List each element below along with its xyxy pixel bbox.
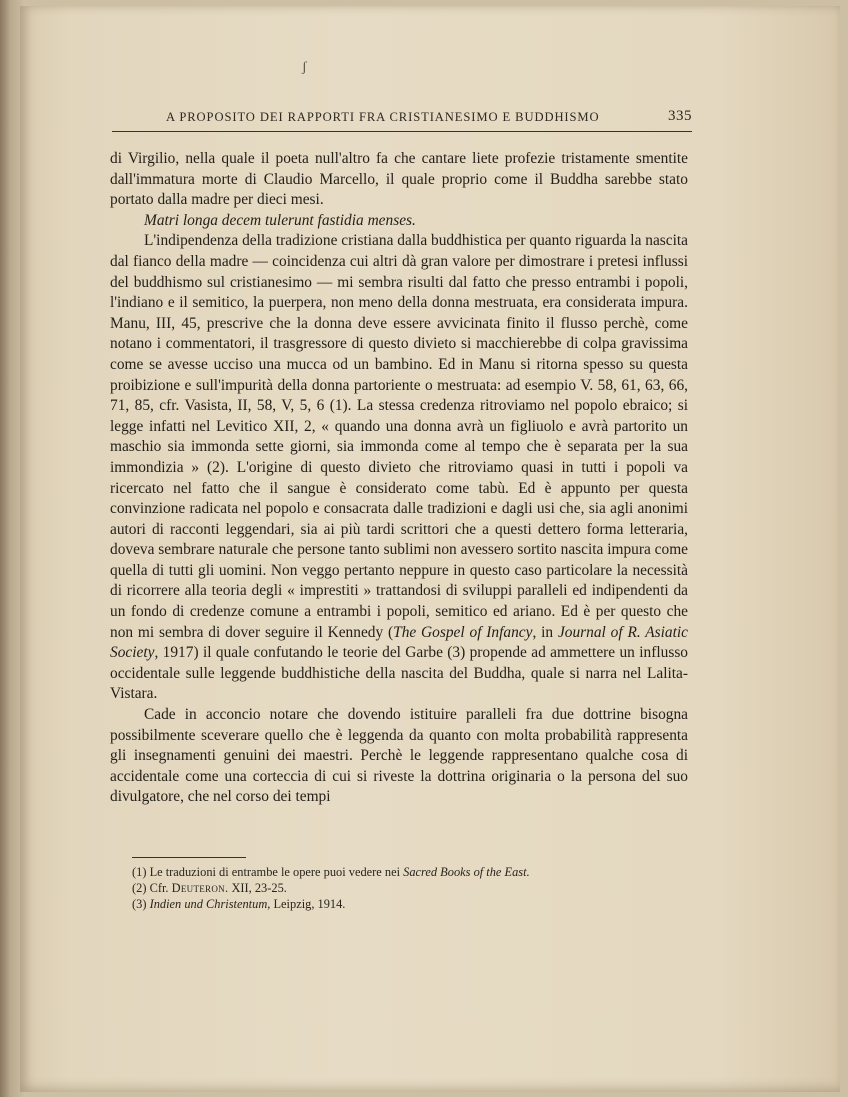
- page-number: 335: [668, 108, 692, 124]
- footnote-text: Le traduzioni di entrambe le opere puoi vedere nei: [149, 865, 401, 879]
- footnote-1: [132, 865, 672, 881]
- journal-title: Journal of R. Asiatic Society: [110, 623, 688, 662]
- footnote-rule: [132, 857, 246, 858]
- footnote-text: Leipzig, 1914.: [273, 896, 346, 911]
- paragraph-independence: [110, 231, 688, 705]
- running-head: [166, 110, 692, 125]
- latin-quote: [110, 211, 688, 232]
- footnotes: [132, 865, 672, 912]
- paragraph-continuation: di Virgilio, nella quale il poeta null'altro fa che cantare liete profezie tristamente smentite dall'immatura morte di Claudio Marcello, il quale proprio come il Buddha sarebbe stato portato dalla madre per dieci mesi.: [110, 150, 688, 209]
- footnote-number: (1): [132, 865, 147, 879]
- footnote-3: [132, 897, 672, 913]
- stray-ink-mark: ʃ: [302, 60, 307, 75]
- paragraph-text-a: L'indipendenza della tradizione cristiana dalla buddhistica per quanto riguarda la nascita dal fianco della madre — coincidenza cui altri dà gran valore per dimostrare i pretesi influssi del buddhismo sul cristianesimo — mi sembra risulti dal fatto che presso entrambi i popoli, l'indiano e il semitico, la puerpera, non meno della donna mestruata, era considerata impura. Manu, III, 45, prescrive che la donna deve essere avvicinata finito il flusso perchè, come notano i commentatori, il trasgressore di questo divieto si macchierebbe di colpa gravissima come se avesse ucciso una mucca od un bambino. Ed in Manu si ritorna spesso su questa proibizione e sull'impurità della donna partoriente o mestruata: ad esempio V. 58, 61, 63, 66, 71, 85, cfr. Vasista, II, 58, V, 5, 6 (1). La stessa credenza ritroviamo nel popolo ebraico; si legge infatti nel Levitico XII, 2, « quando una donna avrà un figliuolo e avrà partorito un maschio sia immonda sette giorni, sia immonda come al tempo che è separata per la sua immondizia » (2). L'origine di questo divieto che ritroviamo quasi in tutti i popoli va ricercato nel fatto che il sangue è considerato come tabù. Ed è appunto per questa convinzione radicata nel popolo e consacrata dalle tradizioni e dagli usi che, sia agli anonimi autori di racconti leggendari, sia ai più tardi scrittori che a questi dettero forma letteraria, doveva sembrare naturale che persone tanto sublimi non avessero sortito nascita impura come quella di tutti gli uomini. Non veggo pertanto neppure in questo caso particolare la necessità di ricorrere alla teoria degli « imprestiti » trattandosi di sviluppi paralleli ed indipendenti da un fondo di credenze comune a entrambi i popoli, semitico ed ariano. Ed è per questo che non mi sembra di dover seguire il Kennedy (: [110, 232, 688, 641]
- footnote-title: Sacred Books of the East.: [403, 865, 530, 879]
- body-text: [110, 149, 688, 808]
- footnote-text: XII, 23-25.: [231, 880, 287, 895]
- footnote-number: (3): [132, 896, 147, 911]
- paragraph-text-c: , 1917) il quale confutando le teorie del Garbe (3) propende ad ammettere un influsso occidentale sulle leggende buddhistiche della nascita del Buddha, quale si narra nel Lalita-Vistara.: [110, 644, 688, 703]
- paragraph-text-b: , in: [532, 623, 558, 641]
- header-rule: [112, 131, 692, 132]
- footnote-text: Cfr.: [149, 880, 169, 895]
- book-title-gospel-infancy: The Gospel of Infancy: [393, 623, 533, 641]
- footnote-title: Indien und Christentum,: [149, 896, 271, 911]
- latin-quote-text: Matri longa decem tulerunt fastidia menses.: [144, 211, 416, 229]
- paragraph-parallels: Cade in acconcio notare che dovendo istituire paralleli fra due dottrine bisogna possibilmente sceverare quello che è leggenda da quanto con molta probabilità rappresenta gli insegnamenti genuini dei maestri. Perchè le leggende rappresentano qualche cosa di accidentale come una corteccia di cui si riveste la dottrina originaria o la persona del suo divulgatore, che nel corso dei tempi: [110, 706, 688, 806]
- footnote-2: [132, 881, 672, 897]
- footnote-reference: Deuteron.: [171, 880, 229, 895]
- footnote-number: (2): [132, 880, 147, 895]
- running-title: A PROPOSITO DEI RAPPORTI FRA CRISTIANESIMO E BUDDHISMO: [166, 110, 600, 124]
